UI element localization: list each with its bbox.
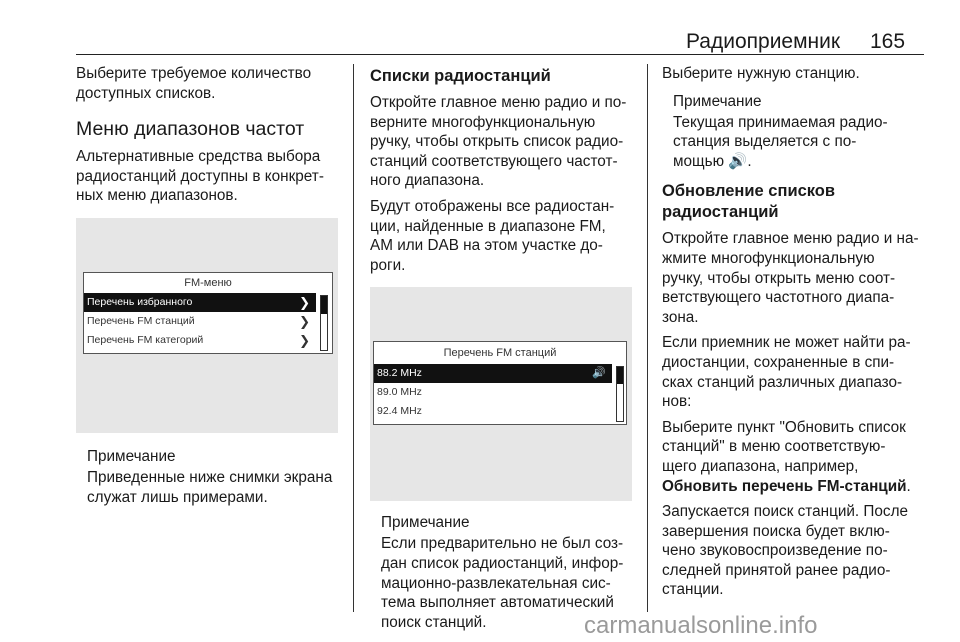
- col1-note: [76, 447, 344, 507]
- speaker-icon: 🔊: [592, 367, 606, 380]
- menu-item-label: Перечень FM станций: [87, 314, 195, 327]
- chevron-right-icon: ❯: [299, 313, 310, 329]
- col3-note: [662, 92, 930, 172]
- menu-item-label: Перечень избранного: [87, 295, 193, 308]
- station-frequency: 92.4 MHz: [377, 405, 422, 418]
- station-frequency: 88.2 MHz: [377, 367, 422, 380]
- col1-intro: Выберите требуемое количество доступных списков.: [76, 65, 312, 102]
- col3-paragraph-2: Если приемник не может найти ра- диостанции, сохраненные в спи- сках станций различных диапазо- нов:: [662, 334, 911, 411]
- note-body: Приведенные ниже снимки экрана служат лишь примерами.: [87, 468, 333, 506]
- scrollbar[interactable]: [616, 366, 624, 422]
- page-number: 165: [870, 30, 906, 53]
- scrollbar-thumb[interactable]: [617, 367, 623, 383]
- menu-item-favorites[interactable]: [84, 293, 316, 312]
- col2-paragraph-1: Откройте главное меню радио и по- верните многофункциональную ручку, чтобы открыть список радио- станций соответствующего частот- ного диапазона.: [370, 94, 627, 190]
- page-header-title: Радиоприемник: [686, 30, 841, 53]
- station-frequency: 89.0 MHz: [377, 386, 422, 399]
- col2-heading: Списки радиостанций: [370, 67, 551, 85]
- col3-paragraph-1: Откройте главное меню радио и на- жмите многофункциональную ручку, чтобы открыть меню соот- ветствующего частотного диапа- зона.: [662, 230, 919, 326]
- col3-intro: Выберите нужную станцию.: [662, 65, 860, 82]
- menu-item-label: Перечень FM категорий: [87, 333, 204, 346]
- menu-reference: Обновить перечень FM-станций: [662, 477, 907, 495]
- fm-menu-screen: [83, 272, 333, 354]
- column-1: [76, 64, 344, 507]
- col2-paragraph-2: Будут отображены все радиостан- ции, найденные в диапазоне FM, AM или DAB на этом участке до- роги.: [370, 197, 615, 274]
- watermark: carmanualsonline.info: [584, 612, 818, 639]
- menu-item-fm-categories[interactable]: [84, 331, 316, 350]
- header-rule: [76, 54, 924, 55]
- station-item-92-4[interactable]: [374, 402, 612, 421]
- column-divider-2: [647, 64, 648, 612]
- col3-heading: Обновление списков радиостанций: [662, 182, 836, 222]
- chevron-right-icon: ❯: [299, 332, 310, 348]
- col3-paragraph-3-end: .: [906, 477, 911, 495]
- column-divider-1: [353, 64, 354, 612]
- note-body: Текущая принимаемая радио- станция выделяется с по- мощью 🔊.: [673, 113, 888, 170]
- note-title: Примечание: [381, 514, 470, 532]
- col1-heading: Меню диапазонов частот: [76, 118, 305, 141]
- col3-paragraph-3: [662, 418, 930, 496]
- column-2: [370, 64, 638, 632]
- column-3: [662, 64, 930, 606]
- fm-menu-screenshot: [76, 218, 338, 433]
- note-title: Примечание: [673, 92, 762, 110]
- screen-title: FM-меню: [184, 276, 232, 289]
- screen-title: Перечень FM станций: [443, 347, 557, 360]
- fm-stations-screen: [373, 341, 627, 425]
- station-item-89-0[interactable]: [374, 383, 612, 402]
- scrollbar-thumb[interactable]: [321, 296, 327, 314]
- col3-paragraph-4: Запускается поиск станций. После завершения поиска будет вклю- чено звуковоспроизведение по- следней принятой ранее радио- станции.: [662, 503, 909, 599]
- chevron-right-icon: ❯: [299, 294, 310, 310]
- station-item-88-2[interactable]: [374, 364, 612, 383]
- menu-item-fm-stations[interactable]: [84, 312, 316, 331]
- col3-paragraph-3-text: Выберите пункт "Обновить список станций" в меню соответствую- щего диапазона, например,: [662, 418, 906, 475]
- fm-stations-screenshot: [370, 287, 632, 501]
- scrollbar[interactable]: [320, 295, 328, 351]
- note-title: Примечание: [87, 447, 176, 465]
- col1-paragraph: Альтернативные средства выбора радиостанций доступны в конкрет- ных меню диапазонов.: [76, 148, 324, 205]
- note-body: Если предварительно не был соз- дан список радиостанций, инфор- мационно-развлекательная сис- тема выполняет автоматический поиск станций.: [381, 535, 624, 631]
